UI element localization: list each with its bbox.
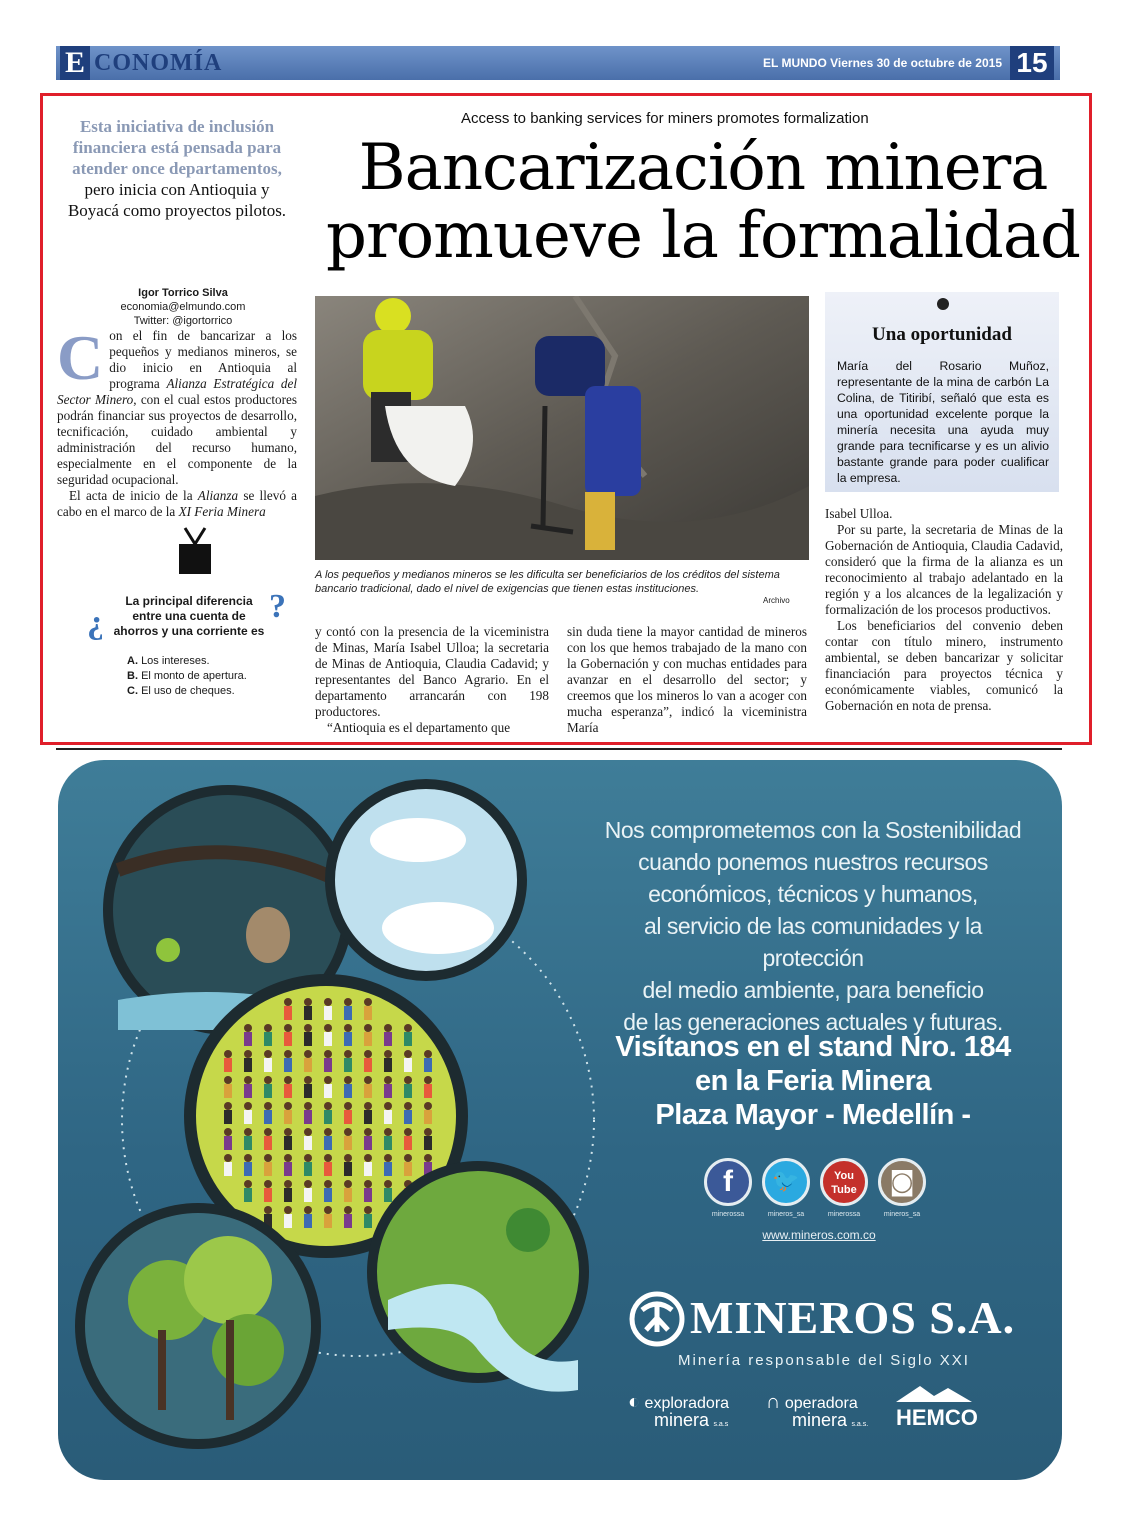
section-title: CONOMÍA [94,50,223,76]
sublogo-suffix: s.a.s [713,1421,729,1428]
cta-line: en la Feria Minera [695,1065,931,1097]
option-letter: B. [127,670,138,682]
ad-call-to-action [598,1030,1028,1132]
quiz-option [127,684,235,698]
exploradora-emblem-icon: ◐ [628,1391,641,1413]
miners-photo [315,296,809,560]
quiz-option [127,654,210,668]
pull-quote [57,116,297,221]
sublogo-text: HEMCO [896,1405,978,1430]
option-letter: C. [127,685,138,697]
social-handle: minerossa [711,1211,745,1218]
byline [103,286,263,328]
photo-caption: A los pequeños y medianos mineros se les dificulta ser beneficiarios de los créditos del sistema bancario tradicional, dado el nivel de exigencias que tienen estas instituciones. [315,569,780,595]
hemco-logo [896,1384,978,1430]
quiz-option [127,669,247,683]
program-name: Alianza Estratégica del Sector Minero [57,376,297,407]
mountain-icon [896,1384,972,1402]
paragraph: y contó con la presencia de la viceministra de Minas, María Isabel Ulloa; la secretaria de Minas de Antioquia, Claudia Cadavid; y representantes del Banco Agrario. En el departamento arrancarán con 198 productores. [315,624,549,719]
social-handle: mineros_sa [883,1211,921,1218]
headline-line-2: promueve la formalidad [326,199,1080,273]
pull-quote-bold: Esta iniciativa de inclusión financiera está pensada para atender once departamentos, [72,117,282,178]
article-highlight-box [40,93,1092,745]
headline [313,131,1093,273]
paragraph: Por su parte, la secretaria de Minas de la Gobernación de Antioquia, Claudia Cadavid, consideró que la firma de la alianza es un reconocimiento al trabajo adelantado en la región y a los alcances de la legalización y formalización de los procesos productivos. [825,522,1063,617]
sublogo-suffix: s.a.s. [851,1421,869,1428]
text: se llevó a cabo en el marco de la [57,488,297,519]
social-links [704,1158,934,1218]
article-column-4 [825,506,1063,714]
ad-text-line: de las generaciones actuales y futuras. [623,1009,1003,1035]
author-email[interactable]: economia@elmundo.com [120,301,246,313]
ad-text-line: cuando ponemos nuestros recursos [638,849,988,875]
sidebar-body: María del Rosario Muñoz, representante de la mina de carbón La Colina, de Titiribí, señaló que esta es una oportunidad excelente porque la minería necesita una ayuda muy grande para tecnificarse y es un alivio bastante grande para poder cualificar la empresa. [837,359,1049,485]
twitter-icon[interactable]: 🐦 [762,1158,810,1206]
text: El acta de inicio de la [69,488,198,503]
instagram-icon[interactable]: ◙ [878,1158,926,1206]
drop-cap: C [57,322,104,393]
paragraph: “Antioquia es el departamento que [327,720,511,735]
article-column-3 [567,624,807,736]
ad-text-line: económicos, técnicos y humanos, [648,881,978,907]
newspaper-date: EL MUNDO Viernes 30 de octubre de 2015 [763,56,1002,70]
option-letter: A. [127,655,138,667]
option-text: El uso de cheques. [141,685,235,697]
operadora-logo [766,1391,869,1433]
quiz-box [87,566,291,728]
page-number: 15 [1010,46,1054,80]
article-column-1 [57,322,297,520]
brand-name: MINEROS S.A. [690,1292,1016,1343]
brand-tagline: Minería responsable del Siglo XXI [678,1352,970,1369]
sublogo-text: minera [654,1410,710,1430]
quiz-question: La principal diferencia entre una cuenta de ahorros y una corriente es [113,594,265,638]
mineros-logo [624,1290,1024,1350]
sidebar-box [825,292,1059,492]
author-name: Igor Torrico Silva [138,287,228,299]
section-header [56,46,1060,80]
english-translation: Access to banking services for miners promotes formalization [461,110,869,127]
social-handle: mineros_sa [767,1211,805,1218]
nature-people-illustration [58,760,618,1480]
cta-line: Plaza Mayor - Medellín - [655,1099,971,1131]
facebook-icon[interactable]: f [704,1158,752,1206]
text: , con el cual estos productores podrán financiar sus proyectos de desarrollo, tecnificación, cuidado ambiental y administración del recurso humano, especialmente en el componente de la seguridad ocupacional. [57,392,297,487]
sublogo-text: exploradora [644,1395,730,1412]
binder-clip-icon [177,526,213,576]
ad-text-line: al servicio de las comunidades y la protección [644,913,982,971]
paragraph [57,488,297,520]
author-twitter[interactable]: Twitter: @igortorrico [133,315,233,327]
exploradora-logo [628,1391,730,1433]
ad-statement [598,814,1028,1038]
ad-divider [56,748,1062,750]
question-mark-close-icon: ? [269,588,286,625]
social-handle: minerossa [827,1211,861,1218]
miners-illustration [315,296,809,560]
mineros-advertisement [58,760,1062,1480]
article-column-2 [315,624,549,736]
paragraph: sin duda tiene la mayor cantidad de mineros con los que hemos trabajado de la mano con la Gobernación y con muchas entidades para avanzar en el desarrollo del sector; y creemos que los mineros lo van a acoger con mucha esperanza”, indicó la viceministra María [567,624,807,735]
paragraph: Los beneficiarios del convenio deben contar con título minero, instrumento ambiental, se deben bancarizar y solicitar financiación para proyectos técnica y económicamente viables, comunicó la Gobernación en nota de prensa. [825,618,1063,713]
ad-text-line: del medio ambiente, para beneficio [642,977,984,1003]
sublogo-text: minera [792,1410,848,1430]
question-mark-open-icon: ¿ [87,604,104,641]
option-text: El monto de apertura. [141,670,247,682]
cta-line: Visítanos en el stand Nro. 184 [615,1031,1011,1063]
alliance-name: Alianza [197,488,239,503]
website-link[interactable]: www.mineros.com.co [762,1228,876,1242]
ad-text-line: Nos comprometemos con la Sostenibilidad [604,817,1022,843]
option-text: Los intereses. [141,655,210,667]
youtube-icon[interactable]: You Tube [820,1158,868,1206]
photo-credit: Archivo [763,596,790,605]
fair-name: XI Feria Minera [178,504,266,519]
text: on el fin de bancarizar a los pequeños y medianos mineros, se dio inicio en Antioquia al programa [109,328,297,391]
operadora-emblem-icon: ∩ [766,1391,781,1413]
paragraph: Isabel Ulloa. [825,506,893,521]
sublogo-text: operadora [784,1395,858,1412]
sidebar-title: Una oportunidad [872,324,1012,345]
section-initial: E [60,46,90,80]
headline-line-1: Bancarización minera [358,131,1048,205]
pull-quote-rest: pero inicia con Antioquia y Boyacá como proyectos pilotos. [67,180,287,220]
pin-icon [935,296,951,312]
paragraph [57,322,297,488]
mineros-emblem-icon [628,1290,686,1348]
